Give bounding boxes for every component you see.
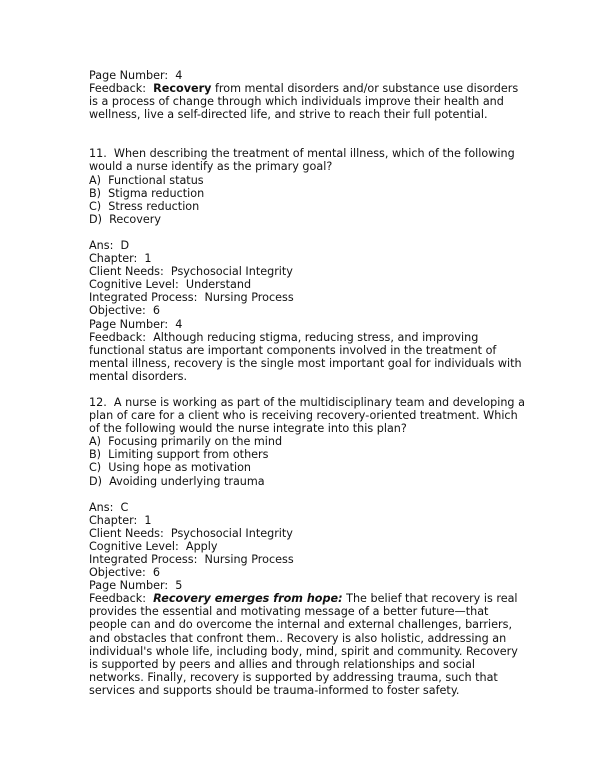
feedback-line: functional status are important components involved in the treatment of — [89, 343, 497, 357]
cognitive-level: Cognitive Level: Understand — [89, 278, 252, 292]
feedback-keyword: Recovery emerges from hope: — [153, 592, 343, 606]
client-needs: Client Needs: Psychosocial Integrity — [89, 265, 293, 279]
option-d: D) Avoiding underlying trauma — [89, 474, 265, 488]
question-11 — [89, 147, 521, 383]
cognitive-level: Cognitive Level: Apply — [89, 539, 218, 553]
question-text: 12. A nurse is working as part of the multidisciplinary team and developing a — [89, 395, 525, 409]
option-a: A) Functional status — [89, 173, 204, 187]
question-text: plan of care for a client who is receiving recovery-oriented treatment. Which — [89, 409, 518, 423]
feedback-line: provides the essential and motivating message of a better future—that — [89, 605, 489, 619]
answer: Ans: C — [89, 500, 129, 514]
feedback-line: wellness, live a self-directed life, and strive to reach their full potential. — [89, 108, 488, 122]
integrated-process: Integrated Process: Nursing Process — [89, 553, 294, 566]
feedback-line: mental disorders. — [89, 369, 188, 383]
option-d: D) Recovery — [89, 212, 161, 226]
feedback-text: The belief that recovery is real — [342, 592, 518, 606]
integrated-process: Integrated Process: Nursing Process — [89, 291, 294, 305]
feedback-line: services and supports should be trauma-informed to foster safety. — [89, 683, 460, 697]
client-needs: Client Needs: Psychosocial Integrity — [89, 526, 293, 540]
answer: Ans: D — [89, 238, 130, 252]
question-text: would a nurse identify as the primary goal? — [89, 160, 333, 174]
page-number: Page Number: 5 — [89, 579, 183, 593]
feedback-keyword: Recovery — [153, 82, 212, 96]
option-c: C) Stress reduction — [89, 199, 200, 213]
feedback-line: Feedback: Although reducing stigma, reducing stress, and improving — [89, 330, 479, 344]
feedback-line: networks. Finally, recovery is supported by addressing trauma, such that — [89, 670, 498, 684]
chapter: Chapter: 1 — [89, 252, 152, 266]
question-text: of the following would the nurse integrate into this plan? — [89, 422, 407, 436]
option-a: A) Focusing primarily on the mind — [89, 435, 283, 449]
feedback-text: from mental disorders and/or substance use disorders — [211, 82, 519, 96]
question-text: 11. When describing the treatment of mental illness, which of the following — [89, 147, 515, 161]
option-b: B) Limiting support from others — [89, 448, 269, 462]
option-c: C) Using hope as motivation — [89, 461, 252, 475]
page-number: Page Number: 4 — [89, 69, 183, 82]
feedback-line: people can and do overcome the internal and external challenges, barriers, — [89, 618, 513, 632]
feedback-label: Feedback: — [89, 82, 154, 96]
page-number: Page Number: 4 — [89, 317, 183, 331]
feedback-line: is supported by peers and allies and through relationships and social — [89, 657, 475, 671]
chapter: Chapter: 1 — [89, 513, 152, 527]
feedback-line: individual's whole life, including body, mind, spirit and community. Recovery — [89, 644, 518, 658]
objective: Objective: 6 — [89, 566, 161, 580]
feedback-line: mental illness, recovery is the single most important goal for individuals with — [89, 356, 522, 370]
feedback-label: Feedback: — [89, 592, 154, 606]
page-content — [89, 69, 525, 697]
objective: Objective: 6 — [89, 304, 161, 318]
option-b: B) Stigma reduction — [89, 186, 205, 200]
feedback-line: is a process of change through which individuals improve their health and — [89, 95, 504, 109]
feedback-first-line — [89, 592, 521, 605]
question-12 — [89, 395, 525, 697]
feedback-first-line — [89, 82, 521, 95]
feedback-line: and obstacles that confront them.. Recovery is also holistic, addressing an — [89, 631, 507, 645]
